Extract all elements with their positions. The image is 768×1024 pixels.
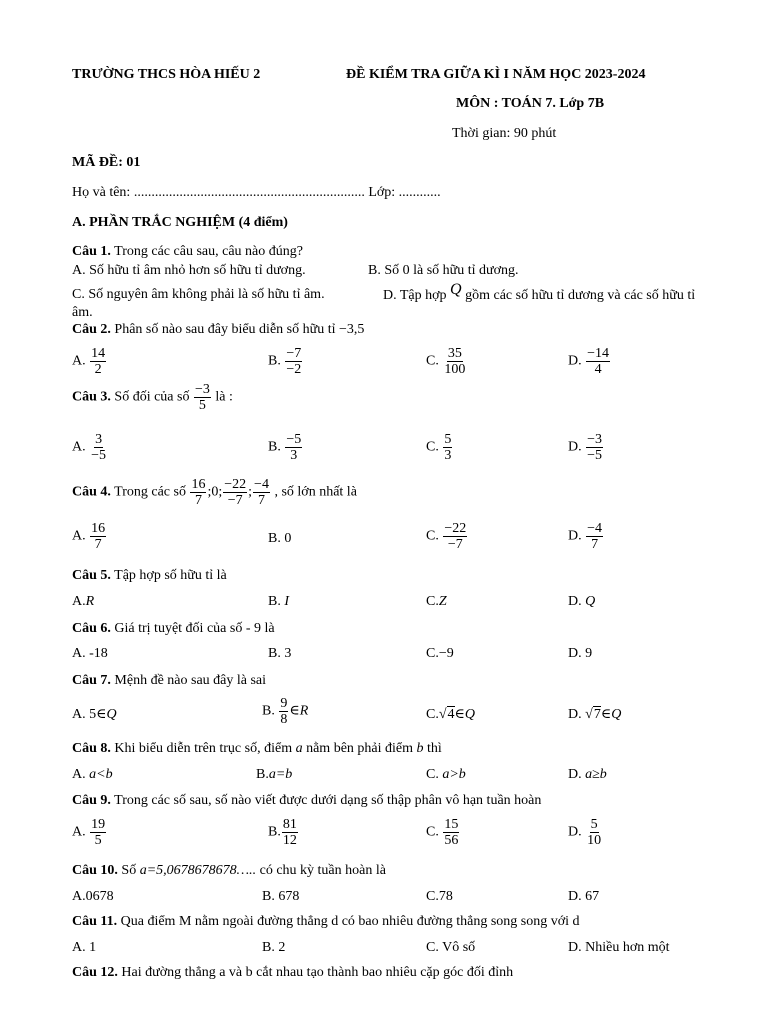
q3-option-c [426, 432, 453, 463]
numerator: −4 [587, 521, 603, 536]
q2-value: −3,5 [338, 322, 365, 337]
q3-d-fraction [586, 432, 603, 463]
q7-a-symbol: Q [106, 707, 117, 722]
q3-text: Số đối của số [110, 389, 193, 405]
denominator: 2 [94, 362, 102, 377]
q2-a-label: A. [72, 353, 86, 369]
q8-c-label: C. [426, 767, 443, 782]
q7-label: Câu 7. [72, 673, 111, 688]
q4-option-a [72, 521, 107, 552]
q5-d-label: D. [568, 594, 586, 609]
q11-option-d: D. Nhiều hơn một [568, 940, 670, 955]
numerator: −14 [587, 346, 610, 361]
q9-option-d [568, 817, 603, 848]
q4-text: Trong các số [110, 484, 190, 500]
q5-option-a [72, 593, 94, 610]
q9-option-a [72, 817, 107, 848]
q9-b-label: B. [268, 824, 281, 840]
q4-d-label: D. [568, 528, 582, 544]
q7-d-symbol: Q [611, 707, 622, 722]
q4-c-label: C. [426, 528, 439, 544]
q2-b-label: B. [268, 353, 281, 369]
q1-option-d [383, 281, 696, 304]
q11-label: Câu 11. [72, 914, 118, 929]
q1-d-post: gồm các số hữu tỉ dương và các số hữu tỉ [461, 288, 696, 303]
q7-d-label: D. [568, 707, 586, 722]
q4-a-label: A. [72, 528, 86, 544]
q6-text: Giá trị tuyệt đối của số - 9 là [110, 621, 275, 636]
question-5 [72, 567, 227, 584]
q5-label: Câu 5. [72, 568, 111, 583]
denominator: 7 [591, 537, 599, 552]
q2-d-fraction [586, 346, 610, 377]
q10-option-c: C.78 [426, 889, 453, 904]
numerator: −3 [194, 382, 210, 397]
q3-tail: là : [211, 389, 233, 405]
q9-d-fraction [586, 817, 602, 848]
numerator: 3 [95, 432, 103, 447]
q3-fraction [194, 382, 211, 413]
q3-b-label: B. [268, 439, 281, 455]
denominator: −7 [227, 493, 243, 508]
q10-option-b: B. 678 [262, 889, 300, 904]
q2-c-label: C. [426, 353, 439, 369]
q7-option-b [262, 696, 308, 727]
q6-option-c: C.−9 [426, 646, 454, 661]
q7-c-symbol: Q [464, 707, 476, 722]
q5-c-label: C. [426, 594, 439, 609]
subject-line: MÔN : TOÁN 7. Lớp 7B [456, 96, 605, 111]
q9-b-fraction [282, 817, 298, 848]
q3-b-fraction [285, 432, 302, 463]
q2-text: Phân số nào sau đây biểu diễn số hữu tỉ [110, 322, 339, 337]
q7-a-label: A. [72, 707, 90, 722]
numerator: −5 [286, 432, 302, 447]
q7-a-expr: 5∈ [89, 707, 107, 722]
exam-title: ĐỀ KIỂM TRA GIỮA KÌ I NĂM HỌC 2023-2024 [346, 67, 646, 82]
q5-option-d [568, 593, 595, 610]
name-class-line: Họ và tên: .................................................................. Lớp: ............ [72, 185, 441, 200]
q4-fraction-3 [253, 477, 270, 508]
q1-option-a: A. Số hữu tỉ âm nhỏ hơn số hữu tỉ dương. [72, 263, 306, 278]
denominator: 100 [444, 362, 466, 377]
q3-c-fraction [443, 432, 452, 463]
q1-d-pre: D. Tập hợp [383, 288, 451, 303]
q8-text-post: thì [423, 741, 442, 756]
q6-label: Câu 6. [72, 621, 111, 636]
denominator: −7 [447, 537, 463, 552]
q12-text: Hai đường thẳng a và b cắt nhau tạo thành bao nhiêu cặp góc đối đỉnh [117, 965, 514, 980]
q9-a-label: A. [72, 824, 86, 840]
q4-fraction-1 [190, 477, 206, 508]
denominator: −2 [286, 362, 302, 377]
q5-option-c [426, 593, 447, 610]
question-2 [72, 321, 364, 338]
q3-d-label: D. [568, 439, 582, 455]
q7-b-symbol: R [299, 703, 309, 719]
q2-d-label: D. [568, 353, 582, 369]
q2-b-fraction [285, 346, 302, 377]
q8-c-expr: a>b [442, 767, 466, 782]
q9-c-label: C. [426, 824, 439, 840]
q10-text-pre: Số [117, 863, 140, 878]
q7-c-radicand: 4 [447, 707, 455, 722]
denominator: 5 [198, 398, 206, 413]
q4-tail: , số lớn nhất là [270, 484, 357, 500]
q8-label: Câu 8. [72, 741, 111, 756]
q4-sep-1: ;0; [207, 484, 223, 500]
q5-a-label: A. [72, 594, 86, 609]
q4-label: Câu 4. [72, 484, 111, 500]
q7-text: Mệnh đề nào sau đây là sai [110, 673, 267, 688]
denominator: 4 [594, 362, 602, 377]
q4-option-d [568, 521, 604, 552]
denominator: 10 [587, 833, 602, 848]
numerator: −4 [254, 477, 269, 492]
q5-b-symbol: I [284, 594, 290, 609]
q8-d-label: D. [568, 767, 586, 782]
question-3 [72, 382, 233, 413]
q2-option-b [268, 346, 303, 377]
q7-option-c [426, 706, 475, 723]
question-12 [72, 964, 513, 981]
q3-a-fraction [90, 432, 107, 463]
denominator: 12 [282, 833, 297, 848]
q2-option-c [426, 346, 467, 377]
q3-c-label: C. [426, 439, 439, 455]
q10-label: Câu 10. [72, 863, 118, 878]
q9-label: Câu 9. [72, 793, 111, 808]
numerator: 5 [590, 817, 598, 832]
numerator: 9 [280, 696, 288, 711]
q7-b-label: B. [262, 703, 279, 719]
q8-b-label: B. [256, 767, 269, 782]
q8-option-c [426, 766, 466, 783]
q9-option-b [268, 817, 299, 848]
numerator: 16 [91, 521, 106, 536]
q10-option-a: A.0678 [72, 889, 114, 904]
q4-option-b: B. 0 [268, 531, 292, 546]
denominator: −5 [91, 448, 107, 463]
numerator: 16 [191, 477, 206, 492]
q1-text: Trong các câu sau, câu nào đúng? [110, 244, 303, 259]
q6-option-a: A. -18 [72, 646, 108, 661]
q12-label: Câu 12. [72, 965, 118, 980]
numerator: 14 [91, 346, 106, 361]
exam-code: MÃ ĐỀ: 01 [72, 155, 141, 170]
q11-option-b: B. 2 [262, 940, 286, 955]
sqrt-icon: √ [438, 707, 447, 722]
q4-sep-2: ; [248, 484, 253, 500]
q8-option-a [72, 766, 113, 783]
q8-a-label: A. [72, 767, 90, 782]
q10-expr: a=5,0678678678….. [139, 863, 257, 878]
q3-option-a [72, 432, 108, 463]
numerator: −22 [224, 477, 247, 492]
q7-option-d [568, 706, 621, 723]
section-a-title: A. PHẦN TRẮC NGHIỆM (4 điểm) [72, 215, 288, 230]
q8-option-b [256, 766, 292, 783]
numerator: −7 [286, 346, 302, 361]
q9-text: Trong các số sau, số nào viết được dưới dạng số thập phân vô hạn tuần hoàn [110, 793, 542, 808]
numerator: 35 [447, 346, 462, 361]
numerator: −3 [587, 432, 603, 447]
q7-c-label: C. [426, 707, 439, 722]
q5-a-symbol: R [85, 594, 95, 609]
q1-option-b: B. Số 0 là số hữu tỉ dương. [368, 263, 519, 278]
q11-option-c: C. Vô số [426, 940, 476, 955]
q7-option-a [72, 706, 117, 723]
denominator: 7 [194, 493, 202, 508]
q5-option-b [268, 593, 289, 610]
q1-label: Câu 1. [72, 244, 111, 259]
q1-d-symbol: Q [450, 281, 462, 298]
denominator: 3 [444, 448, 452, 463]
q8-text-mid: nằm bên phải điểm [302, 741, 417, 756]
q9-a-fraction [90, 817, 106, 848]
q1-option-d-wrap: âm. [72, 305, 93, 320]
numerator: 19 [91, 817, 106, 832]
q4-c-fraction [443, 521, 467, 552]
q10-text-post: có chu kỳ tuần hoàn là [256, 863, 386, 878]
q7-b-relation: ∈ [289, 703, 300, 719]
q4-d-fraction [586, 521, 603, 552]
question-11 [72, 913, 580, 930]
q8-var-a: a [295, 741, 303, 756]
q8-a-expr: a<b [89, 767, 113, 782]
q7-b-fraction [279, 696, 288, 727]
q9-c-fraction [443, 817, 459, 848]
q8-option-d [568, 766, 607, 783]
q2-option-d [568, 346, 611, 377]
question-7 [72, 672, 266, 689]
q9-option-c [426, 817, 460, 848]
q6-option-d: D. 9 [568, 646, 593, 661]
q5-text: Tập hợp số hữu tỉ là [110, 568, 227, 583]
q2-option-a [72, 346, 107, 377]
q1-option-c: C. Số nguyên âm không phải là số hữu tỉ âm. [72, 287, 325, 302]
q8-b-expr: a=b [268, 767, 293, 782]
denominator: 7 [258, 493, 265, 508]
q4-option-c [426, 521, 468, 552]
question-10 [72, 862, 386, 879]
q3-option-b [268, 432, 303, 463]
q2-a-fraction [90, 346, 106, 377]
sqrt-icon: √ [585, 707, 593, 722]
question-1 [72, 243, 303, 260]
q7-c-relation: ∈ [454, 707, 465, 722]
q11-option-a: A. 1 [72, 940, 97, 955]
q5-d-symbol: Q [585, 594, 596, 609]
q3-label: Câu 3. [72, 389, 111, 405]
q5-b-label: B. [268, 594, 285, 609]
q6-option-b: B. 3 [268, 646, 292, 661]
q7-d-radicand: 7 [593, 707, 601, 722]
question-6 [72, 620, 275, 637]
school-name: TRƯỜNG THCS HÒA HIẾU 2 [72, 67, 261, 82]
q8-var-b: b [416, 741, 424, 756]
question-4 [72, 477, 357, 508]
denominator: 5 [94, 833, 102, 848]
q10-option-d: D. 67 [568, 889, 600, 904]
q2-c-fraction [443, 346, 466, 377]
numerator: 15 [444, 817, 459, 832]
denominator: 8 [280, 712, 288, 727]
question-8 [72, 740, 442, 757]
numerator: −22 [444, 521, 467, 536]
q11-text: Qua điểm M nằm ngoài đường thẳng d có bao nhiêu đường thẳng song song với d [117, 914, 580, 929]
q8-d-expr: a≥b [585, 767, 607, 782]
q8-text-pre: Khi biểu diễn trên trục số, điểm [110, 741, 296, 756]
denominator: 7 [94, 537, 102, 552]
denominator: 56 [444, 833, 459, 848]
q2-label: Câu 2. [72, 322, 111, 337]
denominator: 3 [290, 448, 298, 463]
q4-a-fraction [90, 521, 106, 552]
q5-c-symbol: Z [438, 594, 447, 609]
q7-d-relation: ∈ [600, 707, 612, 722]
q4-fraction-2 [223, 477, 247, 508]
time-line: Thời gian: 90 phút [452, 126, 557, 141]
denominator: −5 [587, 448, 603, 463]
q3-a-label: A. [72, 439, 86, 455]
numerator: 5 [444, 432, 452, 447]
numerator: 81 [282, 817, 297, 832]
q3-option-d [568, 432, 604, 463]
q9-d-label: D. [568, 824, 582, 840]
question-9 [72, 792, 541, 809]
